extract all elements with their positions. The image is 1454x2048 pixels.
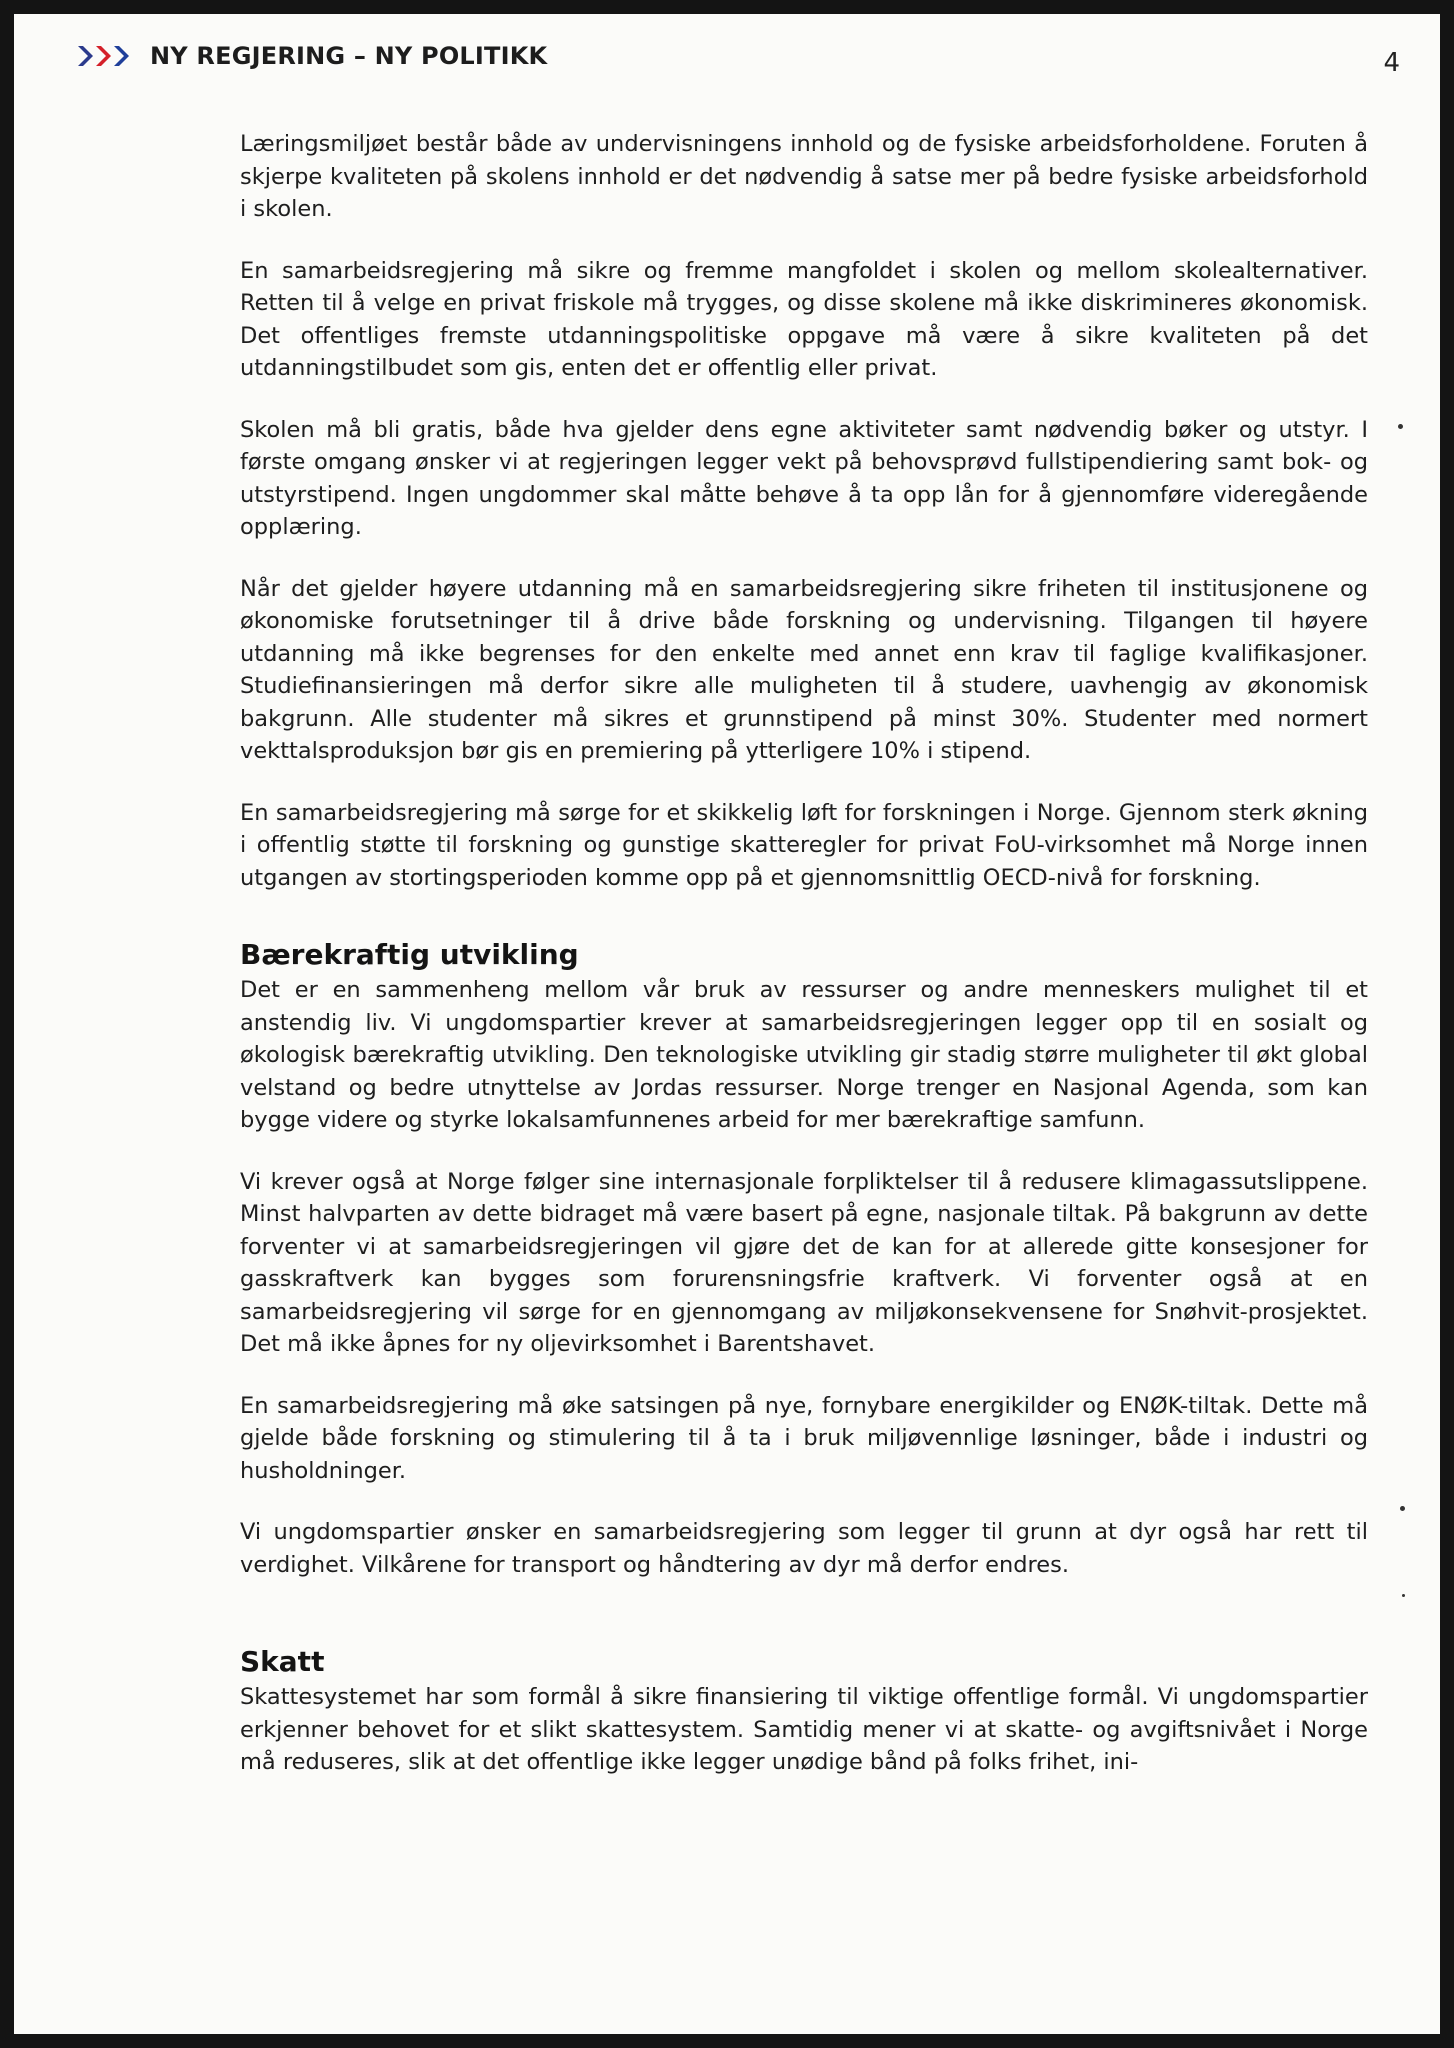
scan-speck <box>1398 424 1403 429</box>
paragraph: Læringsmiljøet består både av undervisningens innhold og de fysiske arbeidsforholdene. Foruten å skjerpe kvaliteten på skolens innhold er det nødvendig å satse mer på bedre fysiske arbeidsforhold i skolen. <box>240 131 1368 222</box>
paragraph: Skattesystemet har som formål å sikre finansiering til viktige offentlige formål. Vi ungdomspartier erkjenner behovet for et slikt skattesystem. Samtidig mener vi at skatte- og avgiftsnivået i Norge må reduseres, slik at det offentlige ikke legger unødige bånd på folks frihet, ini- <box>240 1684 1368 1775</box>
page-header <box>76 42 547 70</box>
paragraph: Når det gjelder høyere utdanning må en samarbeidsregjering sikre friheten til institusjonene og økonomiske forutsetninger til å drive både forskning og undervisning. Tilgangen til høyere utdanning må ikke begrenses for den enkelte med annet enn krav til faglige kvalifikasjoner. Studiefinansieringen må derfor sikre alle muligheten til å studere, uavhengig av økonomisk bakgrunn. Alle studenter må sikres et grunnstipend på minst 30%. Studenter med normert vekttalsproduksjon bør gis en premiering på ytterligere 10% i stipend. <box>240 575 1368 764</box>
header-title: NY REGJERING – NY POLITIKK <box>150 42 548 70</box>
scan-speck <box>1400 1506 1405 1511</box>
paragraph: Vi ungdomspartier ønsker en samarbeidsregjering som legger til grunn at dyr også har rett til verdighet. Vilkårene for transport og håndtering av dyr må derfor endres. <box>240 1519 1368 1578</box>
paragraph: Det er en sammenheng mellom vår bruk av ressurser og andre menneskers mulighet til et anstendig liv. Vi ungdomspartier krever at samarbeidsregjeringen legger opp til en sosialt og økologisk bærekraftig utvikling. Den teknologiske utvikling gir stadig større muligheter til økt global velstand og bedre utnyttelse av Jordas ressurser. Norge trenger en Nasjonal Agenda, som kan bygge videre og styrke lokalsamfunnenes arbeid for mer bærekraftige samfunn. <box>240 977 1368 1133</box>
document-page <box>14 14 1440 2034</box>
paragraph: En samarbeidsregjering må sørge for et skikkelig løft for forskningen i Norge. Gjennom sterk økning i offentlig støtte til forskning og gunstige skatteregler for privat FoU-virksomhet må Norge innen utgangen av stortingsperioden komme opp på et gjennomsnittlig OECD-nivå for forskning. <box>240 799 1368 891</box>
scan-speck <box>1402 1594 1405 1597</box>
section-heading: Skatt <box>240 1645 325 1678</box>
section-heading: Bærekraftig utvikling <box>240 938 579 971</box>
triple-chevron-icon <box>76 43 138 69</box>
paragraph: En samarbeidsregjering må øke satsingen på nye, fornybare energikilder og ENØK-tiltak. Dette må gjelde både forskning og stimulering til å ta i bruk miljøvennlige løsninger, både i industri og husholdninger. <box>240 1392 1368 1484</box>
page-number: 4 <box>1383 48 1400 78</box>
paragraph: Vi krever også at Norge følger sine internasjonale forpliktelser til å redusere klimagassutslippene. Minst halvparten av dette bidraget må være basert på egne, nasjonale tiltak. På bakgrunn av dette forventer vi at samarbeidsregjeringen vil gjøre det de kan for at allerede gitte konsesjoner for gasskraftverk kan bygges som forurensningsfrie kraftverk. Vi forventer også at en samarbeidsregjering vil sørge for en gjennomgang av miljøkonsekvensene for Snøhvit-prosjektet. Det må ikke åpnes for ny oljevirksomhet i Barentshavet. <box>240 1168 1368 1357</box>
document-body <box>240 128 1368 1808</box>
paragraph: En samarbeidsregjering må sikre og fremme mangfoldet i skolen og mellom skolealternativer. Retten til å velge en privat friskole må trygges, og disse skolene må ikke diskrimineres økonomisk. Det offentliges fremste utdanningspolitiske oppgave må være å sikre kvaliteten på det utdanningstilbudet som gis, enten det er offentlig eller privat. <box>240 257 1368 381</box>
paragraph: Skolen må bli gratis, både hva gjelder dens egne aktiviteter samt nødvendig bøker og utstyr. I første omgang ønsker vi at regjeringen legger vekt på behovsprøvd fullstipendiering samt bok- og utstyrstipend. Ingen ungdommer skal måtte behøve å ta opp lån for å gjennomføre videregående opplæring. <box>240 416 1368 540</box>
